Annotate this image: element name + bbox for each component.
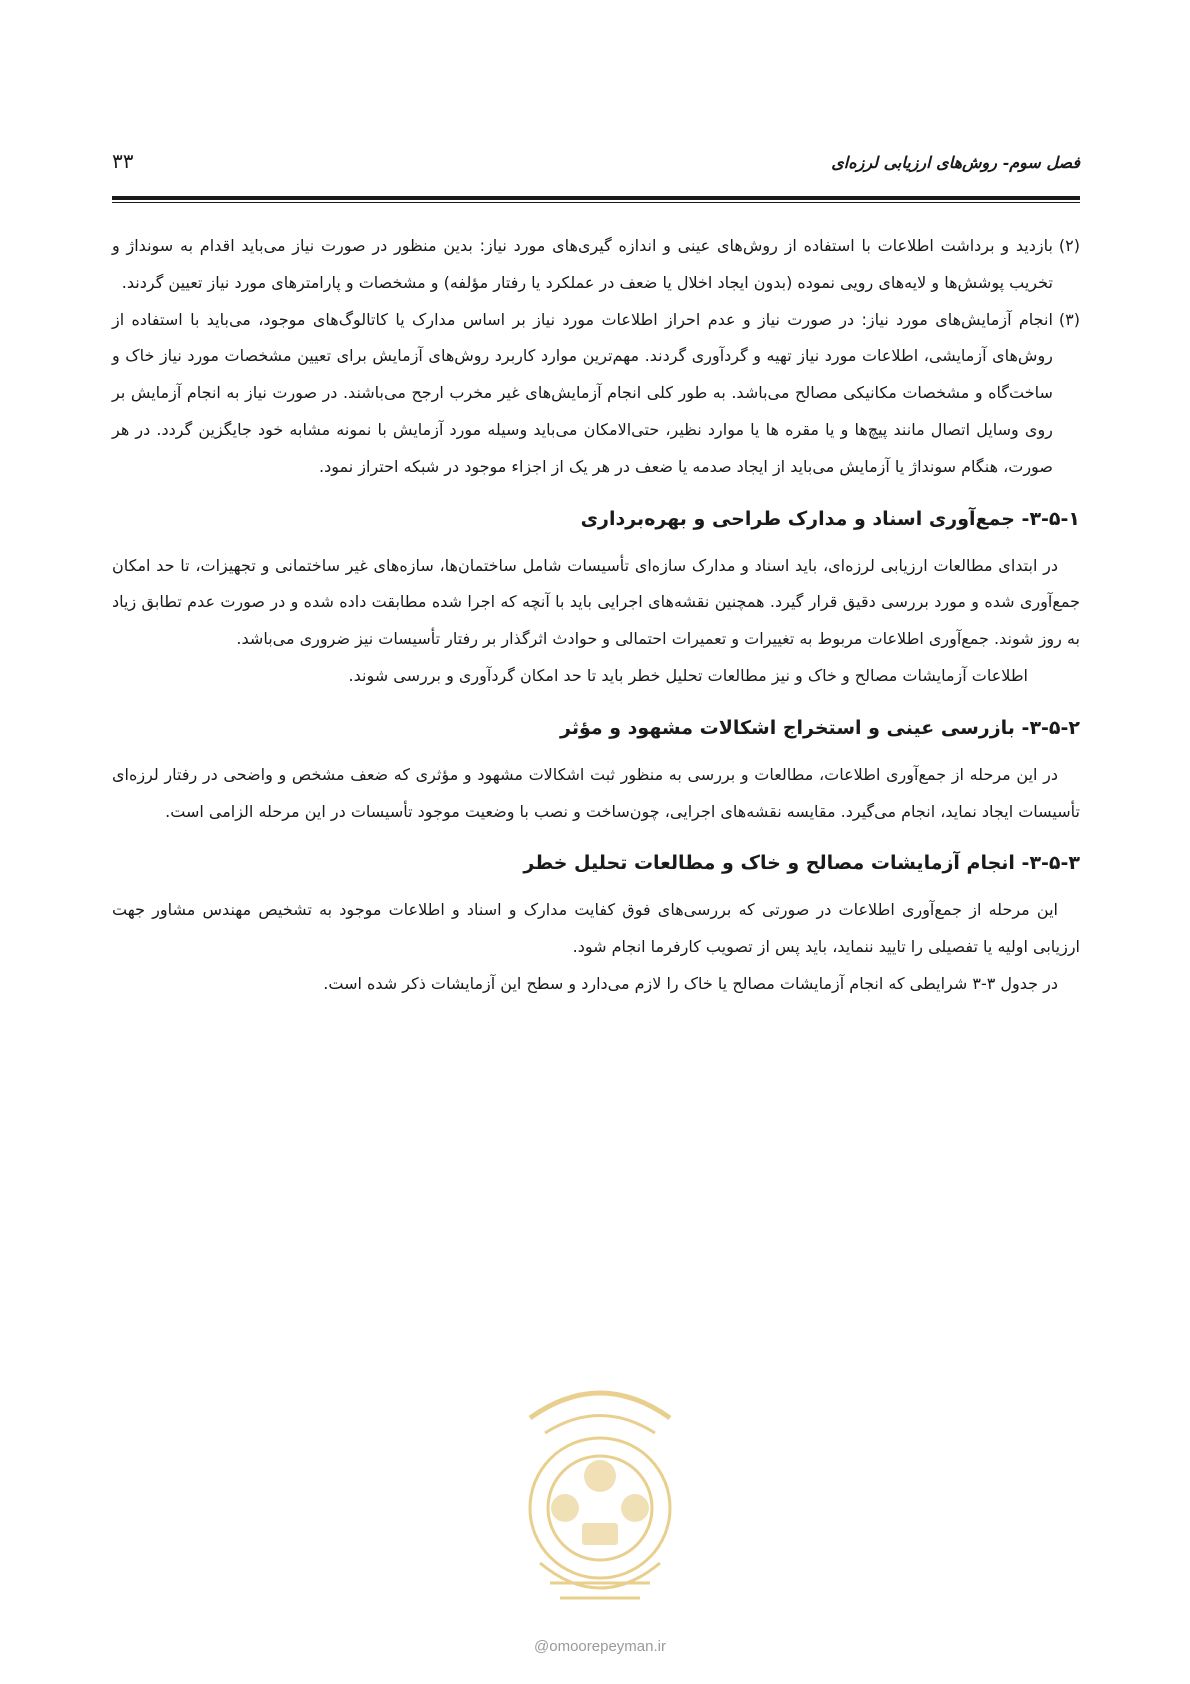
item-number: (۲): [1058, 236, 1080, 255]
watermark-url: @omoorepeyman.ir: [534, 1638, 666, 1655]
section-heading: ۳-۵-۱- جمع‌آوری اسناد و مدارک طراحی و بهره‌برداری: [580, 507, 1080, 530]
section-heading: ۳-۵-۲- بازرسی عینی و استخراج اشکالات مشهود و مؤثر: [560, 716, 1080, 739]
paragraph: اطلاعات آزمایشات مصالح و خاک و نیز مطالعات تحلیل خطر باید تا حد امکان گردآوری و بررسی شوند.: [348, 665, 1028, 685]
paragraph: در ابتدای مطالعات ارزیابی لرزه‌ای، باید اسناد و مدارک سازه‌ای تأسیسات شامل ساختمان‌ها، سازه‌های غیر ساختمانی و تجهیزات، تا حد امکان جمع‌آوری شده و مورد بررسی دقیق قرار گیرد. همچنین نقشه‌های اجرایی باید با آنچه که اجرا شده مطابقت داده شده و در صورت عدم تطابق زیاد به روز شوند. جمع‌آوری اطلاعات مربوط به تغییرات و تعمیرات احتمالی و حوادث اثرگذار بر رفتار تأسیسات نیز ضروری می‌باشد.: [112, 555, 1080, 649]
page-header: [112, 145, 1080, 185]
section-heading: ۳-۵-۳- انجام آزمایشات مصالح و خاک و مطالعات تحلیل خطر: [523, 852, 1080, 875]
numbered-item: [112, 302, 1080, 486]
item-text: انجام آزمایش‌های مورد نیاز: در صورت نیاز و عدم احراز اطلاعات مورد نیاز بر اساس مدارک یا کاتالوگ‌های موجود، می‌باید با استفاده از روش‌های آزمایشی، اطلاعات مورد نیاز تهیه و گردآوری گردند. مهم‌ترین موارد کاربرد روش‌های آزمایش برای تعیین مشخصات مورد نیاز خاک و ساخت‌گاه و مشخصات مکانیکی مصالح می‌باشد. به طور کلی انجام آزمایش‌های غیر مخرب ارجح می‌باشند. در صورت نیاز به انجام آزمایش بر روی وسایل اتصال مانند پیچ‌ها و یا مقره ها یا موارد نظیر، حتی‌الامکان می‌باید وسیله مورد آزمایش با نمونه مشابه خود جایگزین گردد. در هر صورت، هنگام سونداژ یا آزمایش می‌باید از ایجاد صدمه یا ضعف در هر یک از اجزاء موجود در شبکه احتراز نمود.: [112, 309, 1053, 476]
item-number: (۳): [1058, 309, 1080, 329]
item-text: بازدید و برداشت اطلاعات با استفاده از روش‌های عینی و اندازه گیری‌های مورد نیاز: بدین منظور در صورت نیاز می‌باید اقدام به سونداژ و تخریب پوشش‌ها و لایه‌های رویی نموده (بدون ایجاد اخلال یا ضعف در عملکرد یا رفتار مؤلفه) و مشخصات و پارامترهای مورد نیاز تعیین گردند.: [112, 236, 1053, 292]
paragraph: در جدول ۳-۳ شرایطی که انجام آزمایشات مصالح یا خاک را لازم می‌دارد و سطح این آزمایشات ذکر شده است.: [323, 973, 1058, 993]
page-number: ۳۳: [112, 149, 134, 173]
page-body: [112, 228, 1080, 1003]
header-rule-thin: [112, 202, 1080, 203]
paragraph: این مرحله از جمع‌آوری اطلاعات در صورتی که بررسی‌های فوق کفایت مدارک و اسناد و اطلاعات موجود به تشخیص مهندس مشاور جهت ارزیابی اولیه یا تفصیلی را تایید ننماید، باید پس از تصویب کارفرما انجام شود.: [112, 900, 1080, 957]
header-rule: [112, 196, 1080, 200]
paragraph: در این مرحله از جمع‌آوری اطلاعات، مطالعات و بررسی به منظور ثبت اشکالات مشهود و مؤثری که ضعف مشخص و واضحی در رفتار لرزه‌ای تأسیسات ایجاد نماید، انجام می‌گیرد. مقایسه نقشه‌های اجرایی، چون‌ساخت و نصب با وضعیت موجود تأسیسات در این مرحله الزامی است.: [112, 764, 1080, 821]
numbered-item: [112, 228, 1080, 302]
chapter-title: فصل سوم- روش‌های ارزیابی لرزه‌ای: [831, 153, 1080, 172]
watermark-logo: [490, 1358, 710, 1618]
seal-icon: [490, 1358, 710, 1618]
